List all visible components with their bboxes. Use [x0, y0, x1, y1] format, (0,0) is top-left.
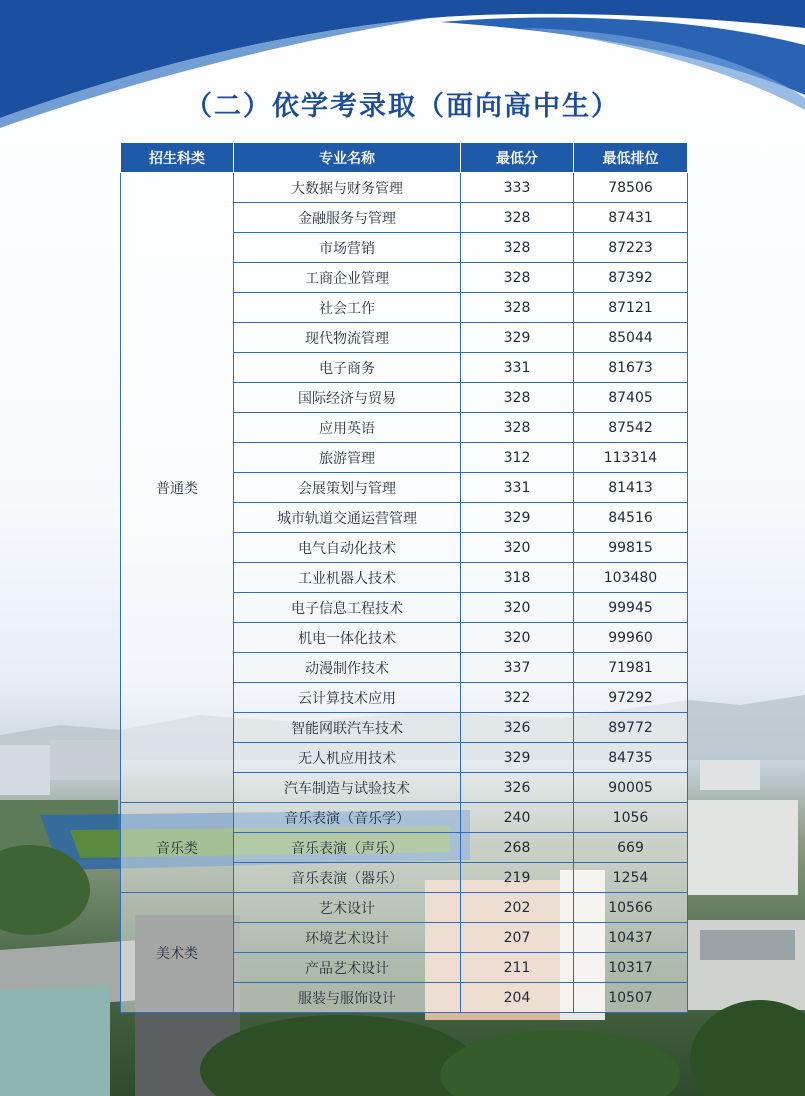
major-name-cell: 旅游管理	[234, 443, 461, 473]
min-rank-cell: 85044	[574, 323, 688, 353]
min-rank-cell: 71981	[574, 653, 688, 683]
min-score-cell: 337	[461, 653, 574, 683]
major-name-cell: 电气自动化技术	[234, 533, 461, 563]
min-score-cell: 202	[461, 893, 574, 923]
table-header-row	[121, 143, 688, 173]
min-rank-cell: 669	[574, 833, 688, 863]
min-score-cell: 312	[461, 443, 574, 473]
min-score-cell: 331	[461, 473, 574, 503]
major-name-cell: 智能网联汽车技术	[234, 713, 461, 743]
min-score-cell: 328	[461, 263, 574, 293]
header-major-name: 专业名称	[234, 143, 461, 173]
min-rank-cell: 87392	[574, 263, 688, 293]
header-min-rank: 最低排位	[574, 143, 688, 173]
major-name-cell: 工商企业管理	[234, 263, 461, 293]
min-rank-cell: 99945	[574, 593, 688, 623]
major-name-cell: 艺术设计	[234, 893, 461, 923]
major-name-cell: 应用英语	[234, 413, 461, 443]
category-cell: 普通类	[121, 173, 234, 803]
min-score-cell: 240	[461, 803, 574, 833]
min-rank-cell: 87223	[574, 233, 688, 263]
min-score-cell: 328	[461, 383, 574, 413]
admission-score-table	[120, 142, 688, 1013]
major-name-cell: 电子商务	[234, 353, 461, 383]
min-score-cell: 318	[461, 563, 574, 593]
min-rank-cell: 97292	[574, 683, 688, 713]
table-row	[121, 893, 688, 923]
min-score-cell: 207	[461, 923, 574, 953]
major-name-cell: 云计算技术应用	[234, 683, 461, 713]
min-score-cell: 328	[461, 293, 574, 323]
min-score-cell: 219	[461, 863, 574, 893]
category-cell: 音乐类	[121, 803, 234, 893]
major-name-cell: 服装与服饰设计	[234, 983, 461, 1013]
min-score-cell: 328	[461, 233, 574, 263]
section-title: （二）依学考录取（面向高中生）	[185, 91, 620, 122]
category-cell: 美术类	[121, 893, 234, 1013]
major-name-cell: 现代物流管理	[234, 323, 461, 353]
min-rank-cell: 10566	[574, 893, 688, 923]
min-rank-cell: 78506	[574, 173, 688, 203]
major-name-cell: 金融服务与管理	[234, 203, 461, 233]
min-score-cell: 204	[461, 983, 574, 1013]
major-name-cell: 产品艺术设计	[234, 953, 461, 983]
min-score-cell: 268	[461, 833, 574, 863]
min-score-cell: 329	[461, 743, 574, 773]
major-name-cell: 环境艺术设计	[234, 923, 461, 953]
min-rank-cell: 1254	[574, 863, 688, 893]
min-score-cell: 320	[461, 533, 574, 563]
min-rank-cell: 10437	[574, 923, 688, 953]
min-rank-cell: 84516	[574, 503, 688, 533]
min-rank-cell: 87542	[574, 413, 688, 443]
min-rank-cell: 103480	[574, 563, 688, 593]
min-rank-cell: 87431	[574, 203, 688, 233]
min-score-cell: 326	[461, 773, 574, 803]
min-rank-cell: 89772	[574, 713, 688, 743]
table-row	[121, 173, 688, 203]
major-name-cell: 机电一体化技术	[234, 623, 461, 653]
major-name-cell: 汽车制造与试验技术	[234, 773, 461, 803]
major-name-cell: 电子信息工程技术	[234, 593, 461, 623]
min-score-cell: 320	[461, 623, 574, 653]
major-name-cell: 大数据与财务管理	[234, 173, 461, 203]
major-name-cell: 市场营销	[234, 233, 461, 263]
table-row	[121, 803, 688, 833]
major-name-cell: 音乐表演（音乐学）	[234, 803, 461, 833]
min-rank-cell: 99960	[574, 623, 688, 653]
major-name-cell: 动漫制作技术	[234, 653, 461, 683]
header-min-score: 最低分	[461, 143, 574, 173]
min-rank-cell: 113314	[574, 443, 688, 473]
min-score-cell: 211	[461, 953, 574, 983]
min-score-cell: 320	[461, 593, 574, 623]
min-rank-cell: 87405	[574, 383, 688, 413]
major-name-cell: 会展策划与管理	[234, 473, 461, 503]
table-body	[121, 173, 688, 1013]
min-score-cell: 328	[461, 203, 574, 233]
header-category: 招生科类	[121, 143, 234, 173]
min-rank-cell: 10317	[574, 953, 688, 983]
major-name-cell: 音乐表演（器乐）	[234, 863, 461, 893]
min-rank-cell: 10507	[574, 983, 688, 1013]
min-rank-cell: 99815	[574, 533, 688, 563]
min-score-cell: 329	[461, 503, 574, 533]
min-rank-cell: 84735	[574, 743, 688, 773]
min-rank-cell: 90005	[574, 773, 688, 803]
min-rank-cell: 81673	[574, 353, 688, 383]
major-name-cell: 国际经济与贸易	[234, 383, 461, 413]
min-score-cell: 329	[461, 323, 574, 353]
min-score-cell: 326	[461, 713, 574, 743]
major-name-cell: 社会工作	[234, 293, 461, 323]
min-score-cell: 331	[461, 353, 574, 383]
major-name-cell: 城市轨道交通运营管理	[234, 503, 461, 533]
min-score-cell: 322	[461, 683, 574, 713]
major-name-cell: 工业机器人技术	[234, 563, 461, 593]
min-rank-cell: 1056	[574, 803, 688, 833]
min-rank-cell: 87121	[574, 293, 688, 323]
min-rank-cell: 81413	[574, 473, 688, 503]
major-name-cell: 无人机应用技术	[234, 743, 461, 773]
min-score-cell: 333	[461, 173, 574, 203]
major-name-cell: 音乐表演（声乐）	[234, 833, 461, 863]
min-score-cell: 328	[461, 413, 574, 443]
